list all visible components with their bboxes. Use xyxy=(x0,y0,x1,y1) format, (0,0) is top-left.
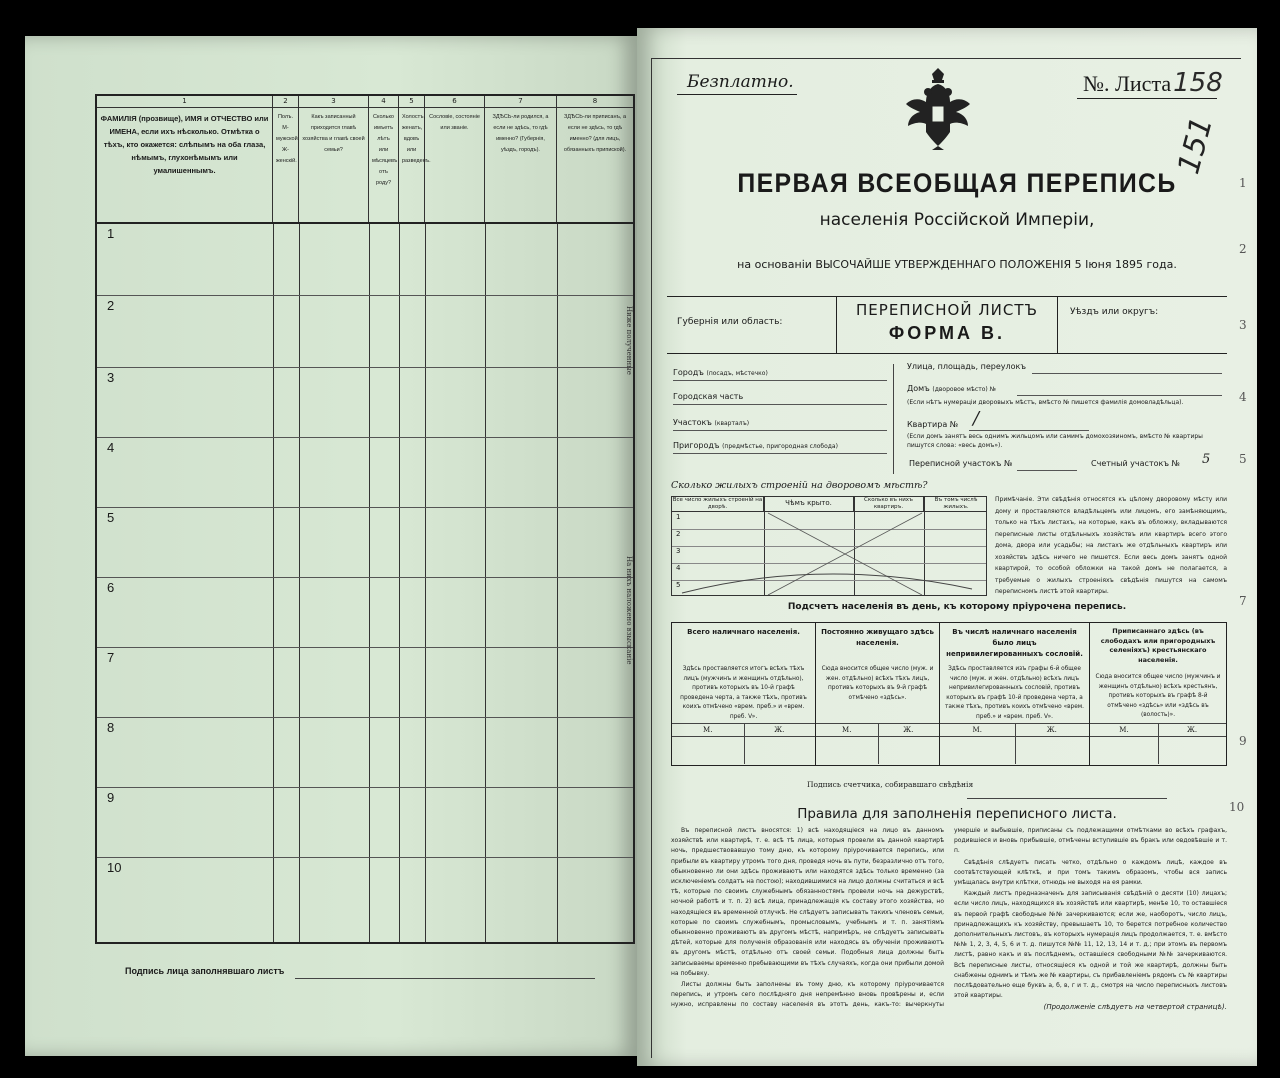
rules-text: Въ переписной листъ вносятся: 1) всѣ находящіеся на лицо въ данномъ хозяйствѣ или квартирѣ, т. е. всѣ тѣ лица, которыя провели въ данной квартирѣ ночь, предшествовавшую тому дню, къ которому пріурочивается перепись, или прибыли въ квартиру утромъ того дня, проведя ночь въ пути, безразлично отъ того, обыкновенно ли они здѣсь проживаютъ или находятся здѣсь только временно (за исключеніемъ солдатъ на постою); находившимися на лицо должны считаться и всѣ тѣ, которые по своимъ служебнымъ обязанностямъ провели ночь на дежурствѣ, ночной работѣ и т. п. 2) всѣ лица, принадлежащія къ составу этого хозяйства, но находящіеся въ временной отлучкѣ. Не слѣдуетъ записывать такихъ членовъ семьи, которые по своимъ служебнымъ, промысловымъ, учебнымъ и т. п. занятіямъ обыкновенно проживаютъ въ другомъ мѣстѣ, напримѣръ, не слѣдуетъ записывать дѣтей, которые для полученія образованія или находясь въ обученіи проживаютъ въ другомъ мѣстѣ, отдѣльно отъ своей семьи. Подобныя лица должны быть записываемы временно пребывающими въ тѣхъ случаяхъ, когда они прибыли домой на побывку. Листы должны быть заполнены въ тому дню, къ которому пріурочивается перепись, и утромъ сего послѣдняго дня непремѣнно вновь провѣрены и, если нужно, исправлены по составу населенія въ этотъ день, какъ-то: вычеркнуты умершіе и выбывшіе, приписаны съ подлежащими отмѣтками во всѣхъ графахъ, родившіеся и вновь прибывшіе, отмѣчены вступившіе въ бракъ или овдовѣвшіе и т. п. Свѣдѣнія слѣдуетъ писать четко, отдѣльно о каждомъ лицѣ, каждое въ соотвѣтствующей клѣткѣ, и при томъ такимъ образомъ, чтобы вся запись умѣщалась внутри клѣтки, отнюдь не выходя на ея рамки. Каждый листъ предназначенъ для записыванія свѣдѣній о десяти (10) лицахъ; если число лицъ, находящихся въ хозяйствѣ или квартирѣ, менѣе 10, то оставшіеся въ первой графѣ свободные №№ зачеркиваются; если же, наоборотъ, число лицъ, принадлежащихъ къ хозяйству, превышаетъ 10, то берется потребное количество дополнительныхъ листовъ, въ которыхъ нумерація лицъ продолжается, т. е. вмѣсто №№ 1, 2, 3, 4, 5, 6 и т. д. пишутся №№ 11, 12, 13, 14 и т. д.; при этомъ въ первомъ листѣ, равно какъ и въ послѣднемъ, оставшіеся свободными №№ зачеркиваются. Всѣ переписные листы, относящіеся къ одной и той же квартирѣ, должны быть снабжены однимъ и тѣмъ же № квартиры, съ прибавленіемъ рядомъ съ № квартиры послѣдовательно еще буквъ а, б, в, г и т. д., смотря на число переписныхъ листовъ этой квартиры. (Продолженіе слѣдуетъ на четвертой страницѣ). xyxy=(671,827,1227,1012)
page-subtitle: населенія Россійской Имперіи, xyxy=(819,210,1095,230)
col-header-4: 4 Сколько имъетъ лѣтъ или мѣсяцевъ отъ роду? xyxy=(369,96,399,222)
col-header-8: 8 ЗДѢСЬ-ли приписанъ, а если не здѣсь, то гдѣ именно? (для лицъ, обязанныхъ припиской). xyxy=(557,96,633,222)
house-field[interactable]: Домъ (дворовое мѣсто) № xyxy=(907,384,996,393)
legal-basis: на основаніи ВЫСОЧАЙШЕ УТВЕРЖДЕННАГО ПОЛОЖЕНІЯ 5 Іюня 1895 года. xyxy=(737,258,1177,271)
province-field[interactable]: Губернія или область: xyxy=(667,297,837,353)
district-field[interactable]: Уѣздъ или округъ: xyxy=(1057,297,1227,353)
signature-label: Подпись лица заполнявшаго листъ xyxy=(125,966,285,976)
table-body xyxy=(97,224,633,942)
count-title: Подсчетъ населенія въ день, къ которому пріурочена перепись. xyxy=(787,602,1127,612)
building-row[interactable]: 4 xyxy=(672,564,986,581)
count-area-field[interactable]: Счетный участокъ № xyxy=(1091,459,1180,468)
census-area-field[interactable]: Переписной участокъ № xyxy=(909,459,1013,468)
building-row[interactable]: 1 xyxy=(672,513,986,530)
count-col-total: Всего наличнаго населенія. Здѣсь проставляется итогъ всѣхъ тѣхъ лицъ (мужчинъ и женщинъ отдѣльно), противъ которыхъ въ 10-й графѣ проведена черта, а также тѣхъ, противъ коихъ отмѣчено «врем. преб.» и «врем. преб. V». М. Ж. xyxy=(672,623,816,765)
form-header-box xyxy=(667,296,1227,354)
right-page: Безплатно. №. Листа158 151 ПЕРВАЯ ВСЕОБЩАЯ ПЕРЕПИСЬ населенія Россійской Имперіи, на основаніи ВЫСОЧАЙШЕ УТВЕРЖДЕННАГО ПОЛОЖЕНІЯ 5 Іюня 1895 года. Губернія или область: ПЕРЕПИСНОЙ ЛИСТЪ ФОРМА В. Уѣздъ или округъ: Городъ (посадъ, мѣстечко) Городская часть Участокъ (кварталъ) Пригородъ (предмѣстье, пригородная слобода) Улица, площадь, переулокъ Домъ (дворовое мѣсто) № (Если нѣтъ нумераціи дворовыхъ мѣстъ, вмѣсто № пишется фамилія домовладѣльца). Квартира № / (Если домъ занятъ весь однимъ жильцомъ или самимъ домохозяиномъ, вмѣсто № квартиры пишутся слова: «весь домъ»). Переписной участокъ № Счетный участокъ № 5 Сколько жилыхъ строеній на дворовомъ мѣстѣ? Все число жилыхъ строеній на дворѣ. Чѣмъ крыто. Сколько въ нихъ квартиръ. Въ томъ числѣ жилыхъ. 1 2 3 4 5 Примѣчаніе. Эти свѣдѣнія относятся къ цѣлому дворовому мѣсту или дому и проставляются владѣльцемъ или лицомъ, его замѣняющимъ, только на тѣхъ листахъ, на которые, какъ въ обложку, вкладываются переписные листы отдѣльныхъ хозяйствъ или квартиръ всего этого дома, двора или усадьбы; на листахъ же отдѣльныхъ квартиръ или хозяйствъ здѣсь ничего не пишется. Если весь домъ занятъ одной квартирой, то особой обложки на такой домъ не полагается, а требуемые о жилыхъ строеніяхъ свѣдѣнія пишутся на самомъ переписномъ листѣ этой квартиры. Подсчетъ населенія въ день, къ которому пріурочена перепись. Всего наличнаго населенія. Здѣсь проставляется итогъ всѣхъ тѣхъ лицъ (мужчинъ и женщинъ отдѣльно), противъ которыхъ въ 10-й графѣ проведена черта, а также тѣхъ, противъ коихъ отмѣчено «врем. преб.» и «врем. преб. V». М. Ж. Постоянно живущаго здѣсь населенія. Сюда вносится общее число (муж. и жен. отдѣльно) всѣхъ тѣхъ лицъ, противъ которыхъ въ 9-й графѣ отмѣчено «здѣсь». М. Ж. Въ числѣ наличнаго населенія было лицъ непривилегированныхъ сословій. Здѣсь проставляется изъ графы 6-й общее число (муж. и жен. отдѣльно) всѣхъ лицъ непривилегированныхъ сословій, противъ которыхъ въ графѣ 10-й проведена черта, а также тѣхъ, противъ коихъ отмѣчено «врем. преб.» и «врем. преб. V». М. Ж. Приписаннаго здѣсь (въ слободахъ или пригородныхъ селеніяхъ) крестьянскаго населенія. Сюда вносится общее число (мужчинъ и женщинъ отдѣльно) всѣхъ крестьянъ, противъ которыхъ въ графѣ 8-й отмѣчено «здѣсь» или «здѣсь въ (волость)». М. Ж. Подпись счетчика, собиравшаго свѣдѣнія Правила для заполненія переписного листа. Въ переписной листъ вносятся: 1) всѣ находящіеся на лицо въ данномъ хозяйствѣ или квартирѣ, т. е. всѣ тѣ лица, которыя провели въ данной квартирѣ ночь, предшествовавшую тому дню, къ которому пріурочивается перепись, или прибыли въ квартиру утромъ того дня, проведя ночь въ пути, безразлично отъ того, обыкновенно ли они здѣсь проживаютъ или находятся здѣсь только временно (за исключеніемъ солдатъ на постою); находившимися на лицо должны считаться и всѣ тѣ, которые по своимъ служебнымъ обязанностямъ провели ночь на дежурствѣ, ночной работѣ и т. п. 2) всѣ лица, принадлежащія къ составу этого хозяйства, но находящіеся въ временной отлучкѣ. Не слѣдуетъ записывать такихъ членовъ семьи, которые по своимъ служебнымъ, промысловымъ, учебнымъ и т. п. занятіямъ обыкновенно проживаютъ въ другомъ мѣстѣ, напримѣръ, не слѣдуетъ записывать дѣтей, которые для полученія образованія или находясь въ обученіи проживаютъ въ другомъ мѣстѣ, отдѣльно отъ своей семьи. Подобныя лица должны быть записываемы временно пребывающими въ тѣхъ случаяхъ, когда они прибыли домой на побывку. Листы должны быть заполнены въ тому дню, къ которому пріурочивается перепись, и утромъ сего послѣдняго дня непремѣнно вновь провѣрены и, если нужно, исправлены по составу населенія въ этотъ день, какъ-то: вычеркнуты умершіе и выбывшіе, приписаны съ подлежащими отмѣтками во всѣхъ графахъ, родившіеся и вновь прибывшіе, отмѣчены вступившіе въ бракъ или овдовѣвшіе и т. п. Свѣдѣнія слѣдуетъ писать четко, отдѣльно о каждомъ лицѣ, каждое въ соотвѣтствующей клѣткѣ, и при томъ такимъ образомъ, чтобы вся запись умѣщалась внутри клѣтки, отнюдь не выходя на ея рамки. Каждый листъ предназначенъ для записыванія свѣдѣній о десяти (10) лицахъ; если число лицъ, находящихся въ хозяйствѣ или квартирѣ, менѣе 10, то оставшіеся въ первой графѣ свободные №№ зачеркиваются; если же, наоборотъ, число лицъ, принадлежащихъ къ хозяйству, превышаетъ 10, то берется потребное количество дополнительныхъ листовъ, въ которыхъ нумерація лицъ продолжается, т. е. вмѣсто №№ 1, 2, 3, 4, 5, 6 и т. д. пишутся №№ 11, 12, 13, 14 и т. д.; при этомъ въ первомъ листѣ, равно какъ и въ послѣднемъ, оставшіеся свободными №№ зачеркиваются. Всѣ переписные листы, относящіеся къ одной и той же квартирѣ, должны быть снабжены однимъ и тѣмъ же № квартиры, съ прибавленіемъ рядомъ съ № квартиры послѣдовательно еще буквъ а, б, в, г и т. д., смотря на число переписныхъ листовъ этой квартиры. (Продолженіе слѣдуетъ на четвертой страницѣ). 1 2 3 4 5 7 9 10 xyxy=(637,28,1257,1066)
table-row[interactable]: 1 xyxy=(97,224,633,296)
free-label: Безплатно. xyxy=(687,72,794,92)
col-header-7: 7 ЗДѢСЬ-ли родился, а если не здѣсь, то гдѣ именно? (Губернія, уѣздъ, городъ). xyxy=(485,96,557,222)
rules-title: Правила для заполненія переписного листа. xyxy=(797,806,1117,822)
col-header-1: 1 ФАМИЛІЯ (прозвище), ИМЯ и ОТЧЕСТВО или ИМЕНА, если ихъ нѣсколько. Отмѣтка о тѣхъ, кто окажется: слѣпымъ на оба глаза, нѣмымъ, глухонѣмымъ или умалишеннымъ. xyxy=(97,96,273,222)
enumerator-signature-line[interactable] xyxy=(967,798,1167,799)
table-row[interactable]: 4 xyxy=(97,438,633,508)
buildings-title: Сколько жилыхъ строеній на дворовомъ мѣстѣ? xyxy=(671,480,928,491)
enumerator-signature-label: Подпись счетчика, собиравшаго свѣдѣнія xyxy=(807,780,974,789)
table-row[interactable]: 3 xyxy=(97,368,633,438)
table-row[interactable]: 6 xyxy=(97,578,633,648)
signature-line[interactable] xyxy=(295,978,595,979)
col-header-5: 5 Холостъ, женатъ, вдовъ или разведенъ. xyxy=(399,96,425,222)
imperial-eagle-icon xyxy=(902,68,974,154)
buildings-table: Все число жилыхъ строеній на дворѣ. Чѣмъ крыто. Сколько въ нихъ квартиръ. Въ томъ числѣ жилыхъ. 1 2 3 4 5 xyxy=(671,496,987,596)
count-col-nonprivileged: Въ числѣ наличнаго населенія было лицъ непривилегированныхъ сословій. Здѣсь проставляется изъ графы 6-й общее число (муж. и жен. отдѣльно) всѣхъ лицъ непривилегированныхъ сословій, противъ которыхъ въ графѣ 10-й проведена черта, а также тѣхъ, противъ коихъ отмѣчено «врем. преб.» и «врем. преб. V». М. Ж. xyxy=(940,623,1090,765)
sheet-number-value: 158 xyxy=(1173,68,1223,98)
col-header-3: 3 Какъ записанный приходится главѣ хозяйства и главѣ своей семьи? xyxy=(299,96,369,222)
note-text: Примѣчаніе. Эти свѣдѣнія относятся къ цѣлому дворовому мѣсту или дому и проставляются владѣльцемъ или лицомъ, его замѣняющимъ, только на тѣхъ листахъ, на которые, какъ въ обложку, вкладываются переписные листы отдѣльныхъ хозяйствъ или квартиръ всего этого дома, двора или усадьбы; на листахъ же отдѣльныхъ квартиръ или хозяйствъ здѣсь ничего не пишется. Если весь домъ занятъ одной квартирой, то особой обложки на такой домъ не полагается, а требуемые о жилыхъ строеніяхъ свѣдѣнія пишутся на самомъ переписномъ листѣ этой квартиры. xyxy=(995,496,1227,595)
apartment-field[interactable]: Квартира № xyxy=(907,420,959,429)
table-row[interactable]: 10 xyxy=(107,860,122,875)
cross-out-icon xyxy=(672,497,988,597)
apartment-value: / xyxy=(973,408,980,429)
margin-text: На нихъ наложено взысканіе xyxy=(625,556,633,665)
table-row[interactable]: 7 xyxy=(97,648,633,718)
building-row[interactable]: 3 xyxy=(672,547,986,564)
table-row[interactable]: 8 xyxy=(97,718,633,788)
city-field[interactable]: Городъ (посадъ, мѣстечко) xyxy=(673,368,768,377)
census-book xyxy=(25,28,1257,1066)
col-header-2: 2 Полъ. М-мужской. Ж-женскій. xyxy=(273,96,299,222)
precinct-field[interactable]: Участокъ (кварталъ) xyxy=(673,418,750,427)
city-part-field[interactable]: Городская часть xyxy=(673,392,744,401)
table-row[interactable]: 5 xyxy=(97,508,633,578)
persons-table xyxy=(95,94,635,944)
ink-stamp-number: 151 xyxy=(1171,113,1220,178)
count-area-value: 5 xyxy=(1202,452,1211,467)
count-col-peasants: Приписаннаго здѣсь (въ слободахъ или пригородныхъ селеніяхъ) крестьянскаго населенія. Сюда вносится общее число (мужчинъ и женщинъ отдѣльно) всѣхъ крестьянъ, противъ которыхъ въ графѣ 8-й отмѣчено «здѣсь» или «здѣсь въ (волость)». М. Ж. xyxy=(1090,623,1226,765)
building-row[interactable]: 5 xyxy=(676,581,681,589)
building-row[interactable]: 2 xyxy=(672,530,986,547)
suburb-field[interactable]: Пригородъ (предмѣстье, пригородная слобода) xyxy=(673,441,838,450)
page-title: ПЕРВАЯ ВСЕОБЩАЯ ПЕРЕПИСЬ xyxy=(737,168,1177,198)
table-row[interactable]: 2 xyxy=(97,296,633,368)
table-header xyxy=(97,96,633,224)
left-page xyxy=(25,36,637,1056)
street-field[interactable]: Улица, площадь, переулокъ xyxy=(907,362,1027,371)
table-row[interactable]: 9 xyxy=(97,788,633,858)
margin-text: Ниже полученные xyxy=(625,306,633,375)
count-col-permanent: Постоянно живущаго здѣсь населенія. Сюда вносится общее число (муж. и жен. отдѣльно) всѣхъ тѣхъ лицъ, противъ которыхъ въ 9-й графѣ отмѣчено «здѣсь». М. Ж. xyxy=(816,623,940,765)
count-table xyxy=(671,622,1227,766)
form-title: ПЕРЕПИСНОЙ ЛИСТЪ xyxy=(856,301,1038,319)
col-header-6: 6 Сословіе, состояніе или званіе. xyxy=(425,96,485,222)
sheet-number: №. Листа158 xyxy=(1083,68,1223,98)
form-type: ФОРМА В. xyxy=(888,323,1006,343)
